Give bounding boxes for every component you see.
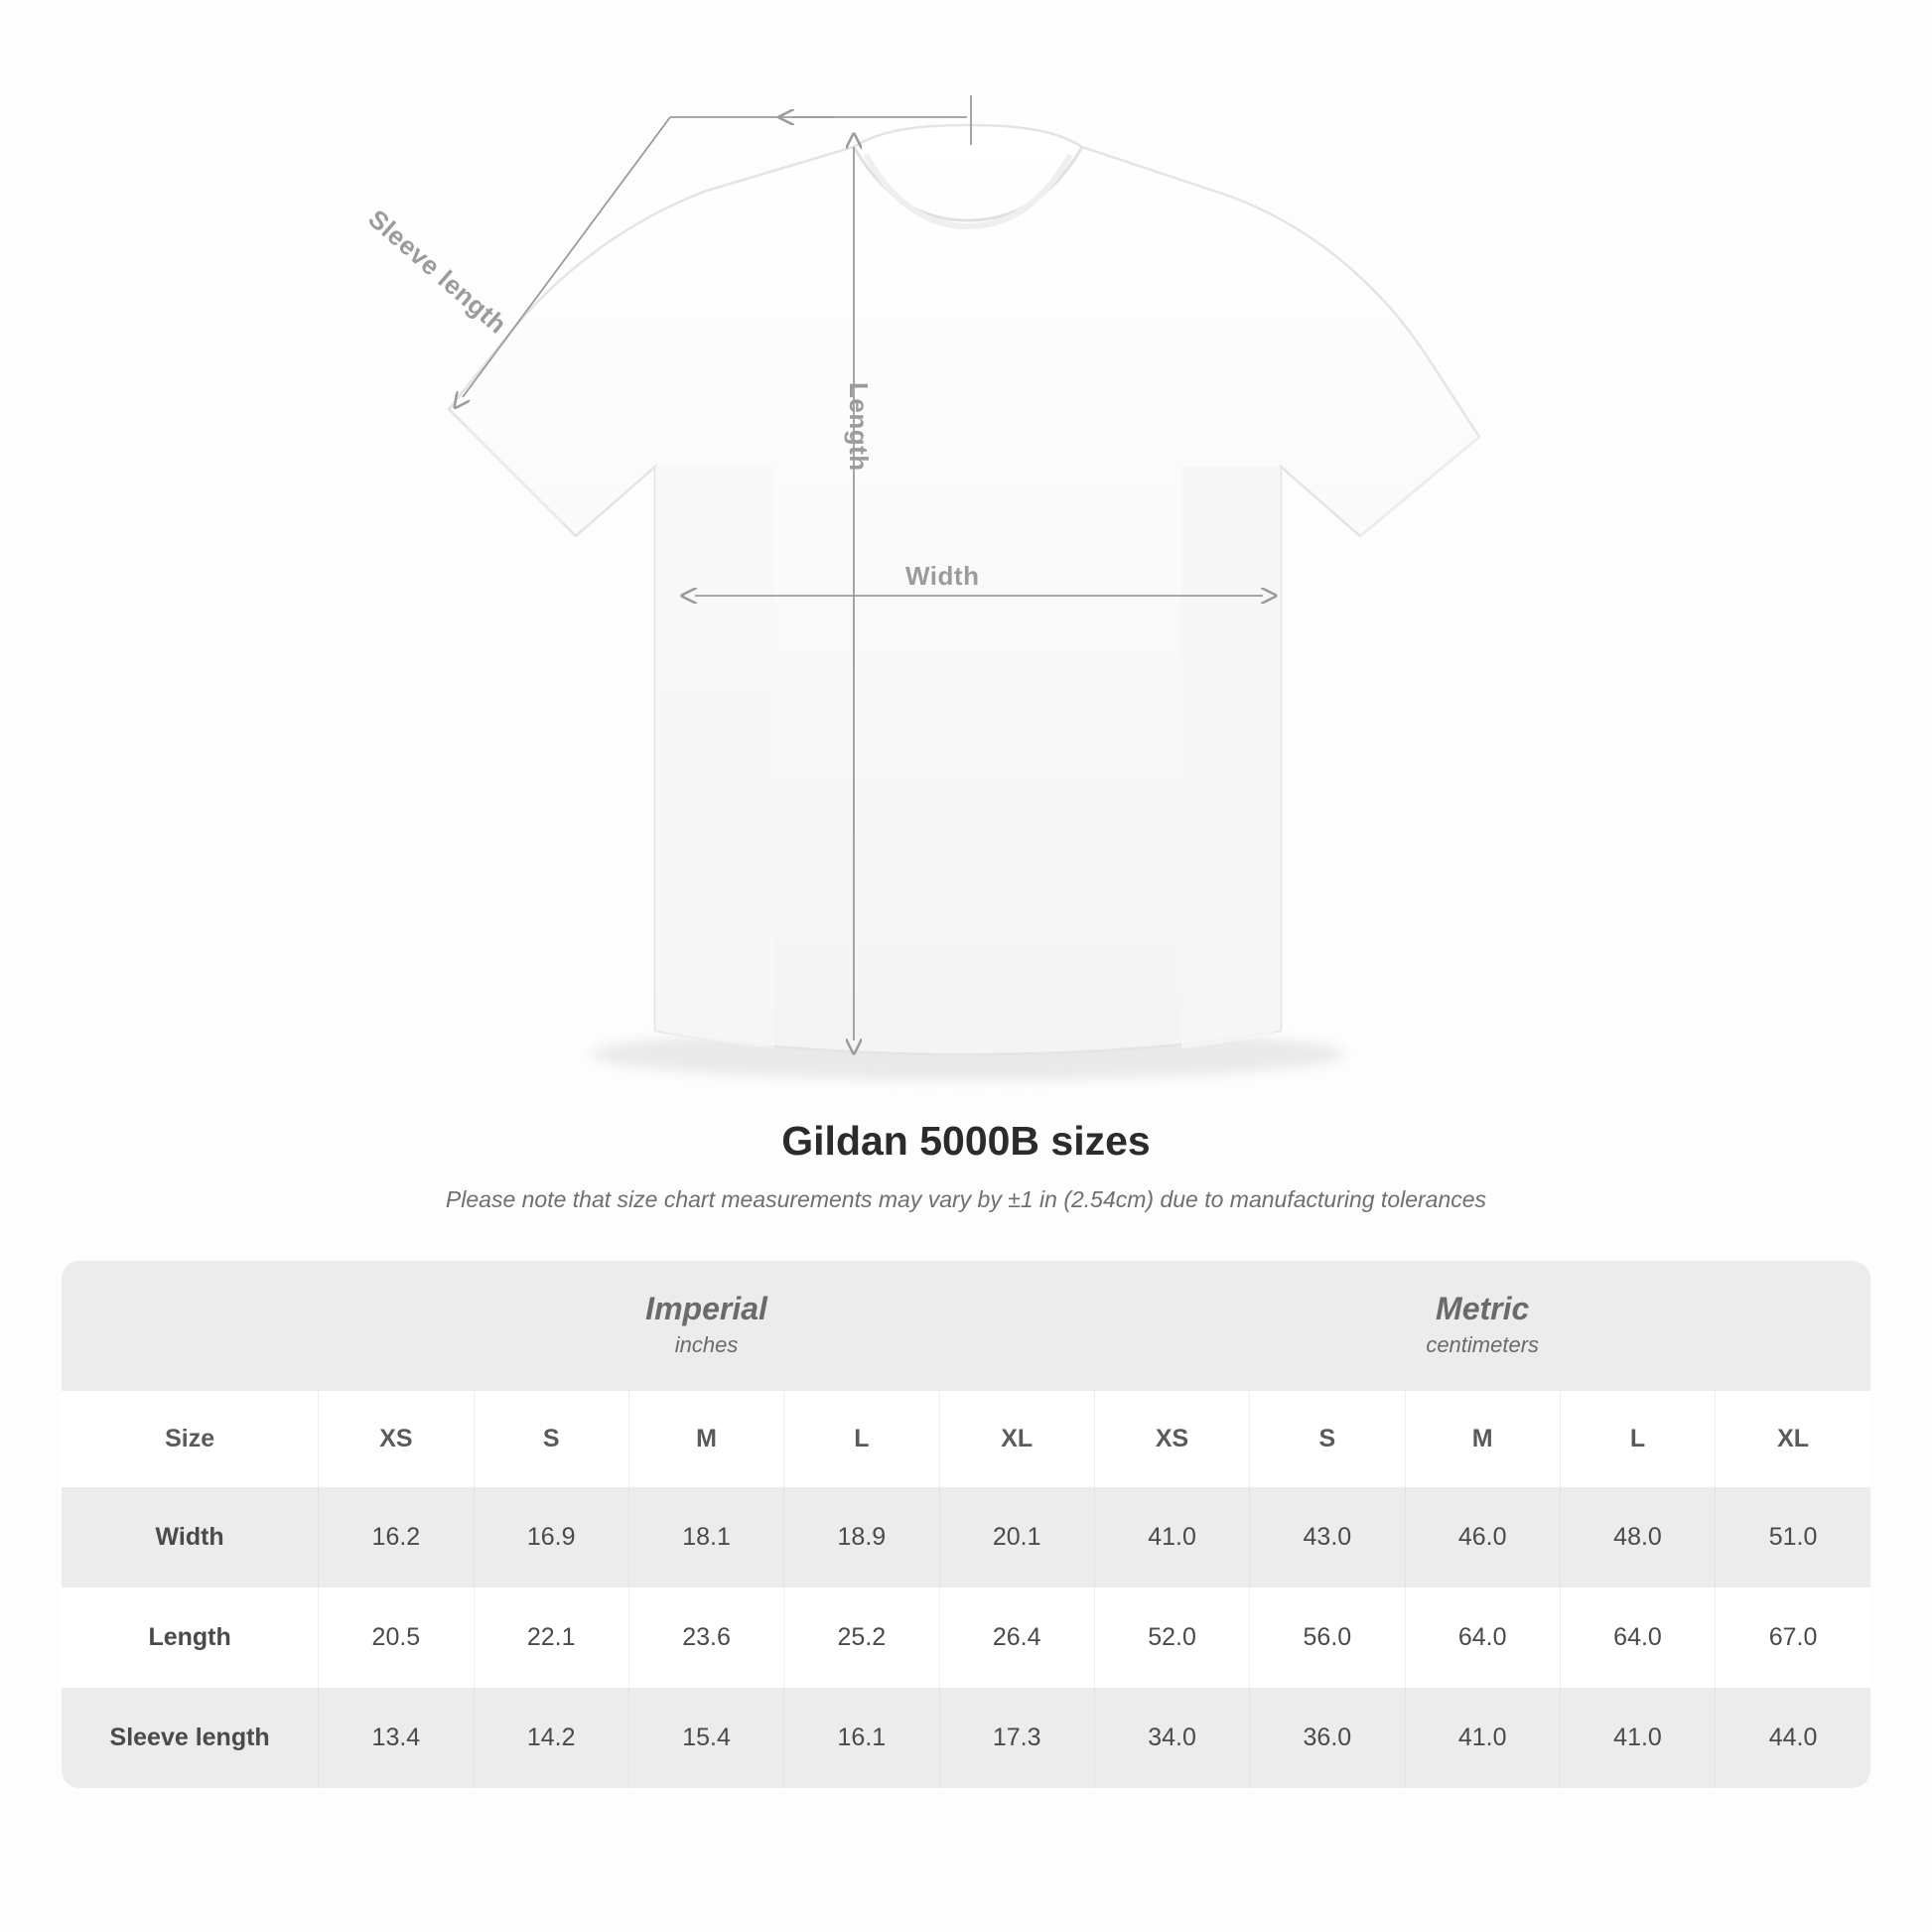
column-header-size-xs-imperial: XS (319, 1391, 474, 1487)
cell-sleeve-xl-cm: 44.0 (1716, 1688, 1870, 1788)
cell-length-xs-cm: 52.0 (1094, 1587, 1249, 1688)
cell-sleeve-l-cm: 41.0 (1560, 1688, 1715, 1788)
column-header-size-m-metric: M (1405, 1391, 1560, 1487)
unit-group-imperial-name: Imperial (645, 1291, 767, 1326)
size-table-wrapper (62, 1261, 1870, 1788)
row-header-sleeve-length: Sleeve length (62, 1688, 319, 1788)
column-header-size-xs-metric: XS (1094, 1391, 1249, 1487)
cell-length-xl-in: 26.4 (939, 1587, 1094, 1688)
row-header-width: Width (62, 1487, 319, 1587)
column-header-size-m-imperial: M (628, 1391, 783, 1487)
row-header-length: Length (62, 1587, 319, 1688)
cell-sleeve-l-in: 16.1 (784, 1688, 939, 1788)
width-label: Width (905, 561, 980, 591)
size-table (62, 1261, 1870, 1788)
column-header-size-s-imperial: S (474, 1391, 628, 1487)
unit-group-imperial (319, 1261, 1095, 1391)
page-title: Gildan 5000B sizes (781, 1118, 1151, 1164)
column-header-size-s-metric: S (1250, 1391, 1405, 1487)
cell-sleeve-m-cm: 41.0 (1405, 1688, 1560, 1788)
cell-sleeve-s-in: 14.2 (474, 1688, 628, 1788)
table-row (62, 1587, 1870, 1688)
cell-width-s-in: 16.9 (474, 1487, 628, 1587)
sleeve-length-label: Sleeve length (362, 204, 513, 340)
column-header-size-l-imperial: L (784, 1391, 939, 1487)
unit-group-metric-name: Metric (1436, 1291, 1530, 1326)
unit-group-metric (1094, 1261, 1870, 1391)
cell-sleeve-xl-in: 17.3 (939, 1688, 1094, 1788)
cell-sleeve-xs-in: 13.4 (319, 1688, 474, 1788)
cell-width-xl-cm: 51.0 (1716, 1487, 1870, 1587)
size-header-row (62, 1391, 1870, 1487)
column-header-size-l-metric: L (1560, 1391, 1715, 1487)
table-row (62, 1487, 1870, 1587)
cell-width-m-in: 18.1 (628, 1487, 783, 1587)
cell-length-l-in: 25.2 (784, 1587, 939, 1688)
cell-length-m-in: 23.6 (628, 1587, 783, 1688)
cell-sleeve-s-cm: 36.0 (1250, 1688, 1405, 1788)
length-label: Length (844, 382, 874, 472)
cell-width-xs-cm: 41.0 (1094, 1487, 1249, 1587)
cell-length-xs-in: 20.5 (319, 1587, 474, 1688)
unit-group-metric-units: centimeters (1426, 1332, 1540, 1357)
cell-length-xl-cm: 67.0 (1716, 1587, 1870, 1688)
cell-width-s-cm: 43.0 (1250, 1487, 1405, 1587)
cell-width-xl-in: 20.1 (939, 1487, 1094, 1587)
cell-width-l-cm: 48.0 (1560, 1487, 1715, 1587)
cell-length-s-cm: 56.0 (1250, 1587, 1405, 1688)
cell-sleeve-m-in: 15.4 (628, 1688, 783, 1788)
cell-width-l-in: 18.9 (784, 1487, 939, 1587)
unit-group-imperial-units: inches (674, 1332, 739, 1357)
cell-width-m-cm: 46.0 (1405, 1487, 1560, 1587)
unit-header-row (62, 1261, 1870, 1391)
tolerance-note: Please note that size chart measurements may vary by ±1 in (2.54cm) due to manufacturing tolerances (445, 1186, 1487, 1212)
column-header-size-xl-imperial: XL (939, 1391, 1094, 1487)
column-header-size-xl-metric: XL (1716, 1391, 1870, 1487)
cell-sleeve-xs-cm: 34.0 (1094, 1688, 1249, 1788)
column-header-size: Size (62, 1391, 319, 1487)
cell-length-l-cm: 64.0 (1560, 1587, 1715, 1688)
unit-header-spacer (62, 1261, 319, 1391)
cell-width-xs-in: 16.2 (319, 1487, 474, 1587)
table-row (62, 1688, 1870, 1788)
cell-length-s-in: 22.1 (474, 1587, 628, 1688)
cell-length-m-cm: 64.0 (1405, 1587, 1560, 1688)
